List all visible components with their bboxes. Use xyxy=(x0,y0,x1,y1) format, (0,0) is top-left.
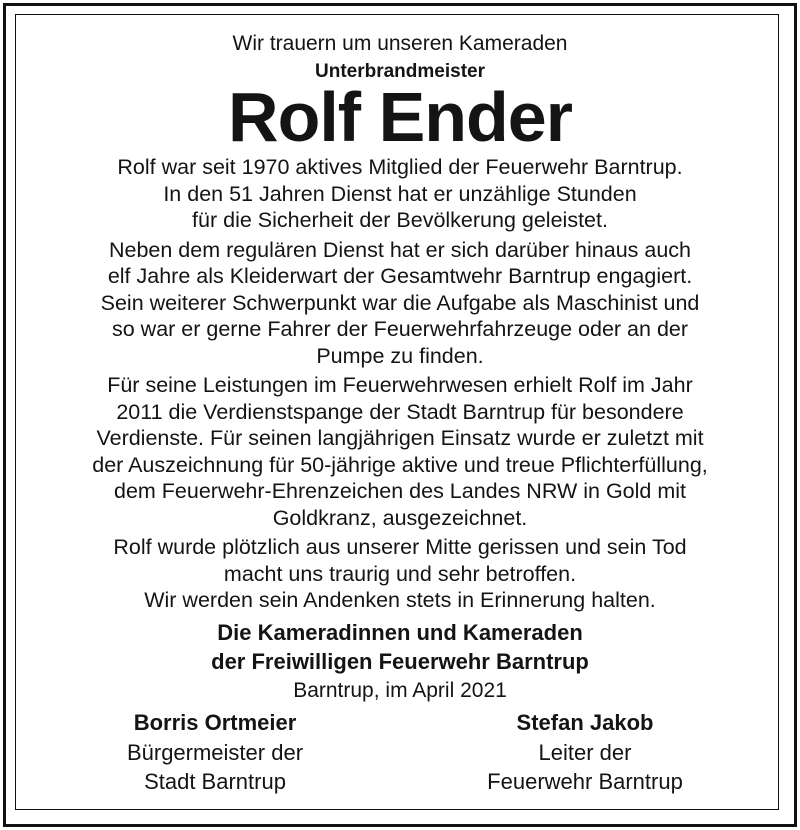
signatory-role-line: Leiter der xyxy=(538,739,632,765)
text-line: für die Sicherheit der Bevölkerung geleistet. xyxy=(192,208,608,232)
paragraph-service xyxy=(0,237,800,370)
text-line: so war er gerne Fahrer der Feuerwehrfahrzeuge oder an der xyxy=(111,317,689,341)
signatory-name: Borris Ortmeier xyxy=(133,709,297,735)
obituary-notice xyxy=(0,30,800,796)
text-line: dem Feuerwehr-Ehrenzeichen des Landes NRW in Gold mit xyxy=(113,479,686,503)
text-line: der Auszeichnung für 50-jährige aktive und treue Pflichterfüllung, xyxy=(92,452,708,477)
intro-line: Wir trauern um unseren Kameraden xyxy=(232,32,568,55)
deceased-name: Rolf Ender xyxy=(228,78,572,156)
organization-block xyxy=(0,618,800,676)
text-line: Rolf war seit 1970 aktives Mitglied der Feuerwehr Barntrup. xyxy=(117,155,683,179)
text-line: Verdienste. Für seinen langjährigen Einsatz wurde er zuletzt mit xyxy=(96,426,704,450)
paragraph-condolence xyxy=(0,534,800,614)
text-line: Wir werden sein Andenken stets in Erinnerung halten. xyxy=(144,588,656,612)
text-line: Rolf wurde plötzlich aus unserer Mitte gerissen und sein Tod xyxy=(113,535,687,559)
signatory-role-line: Stadt Barntrup xyxy=(144,768,286,794)
place-date: Barntrup, im April 2021 xyxy=(293,678,507,702)
signatory-role-line: Bürgermeister der xyxy=(126,739,304,765)
paragraph-awards xyxy=(0,372,800,531)
signatory-mayor xyxy=(55,708,375,796)
organization-line: Die Kameradinnen und Kameraden xyxy=(217,619,583,645)
text-line: Für seine Leistungen im Feuerwehrwesen erhielt Rolf im Jahr xyxy=(107,373,693,397)
paragraph-membership xyxy=(0,154,800,234)
organization-line: der Freiwilligen Feuerwehr Barntrup xyxy=(211,648,589,674)
text-line: Sein weiterer Schwerpunkt war die Aufgabe als Maschinist und xyxy=(100,290,700,315)
text-line: 2011 die Verdienstspange der Stadt Barntrup für besondere xyxy=(116,399,684,424)
text-line: Goldkranz, ausgezeichnet. xyxy=(272,505,528,530)
text-line: In den 51 Jahren Dienst hat er unzählige Stunden xyxy=(163,181,637,206)
text-line: Neben dem regulären Dienst hat er sich darüber hinaus auch xyxy=(108,237,692,262)
signatory-fire-chief xyxy=(425,708,745,796)
signatory-name: Stefan Jakob xyxy=(516,709,654,735)
rank-title: Unterbrandmeister xyxy=(315,61,485,82)
text-line: elf Jahre als Kleiderwart der Gesamtwehr Barntrup engagiert. xyxy=(107,264,693,288)
text-line: Pumpe zu finden. xyxy=(316,343,484,368)
signatories xyxy=(0,708,800,796)
signatory-role-line: Feuerwehr Barntrup xyxy=(487,768,683,794)
text-line: macht uns traurig und sehr betroffen. xyxy=(223,561,577,586)
